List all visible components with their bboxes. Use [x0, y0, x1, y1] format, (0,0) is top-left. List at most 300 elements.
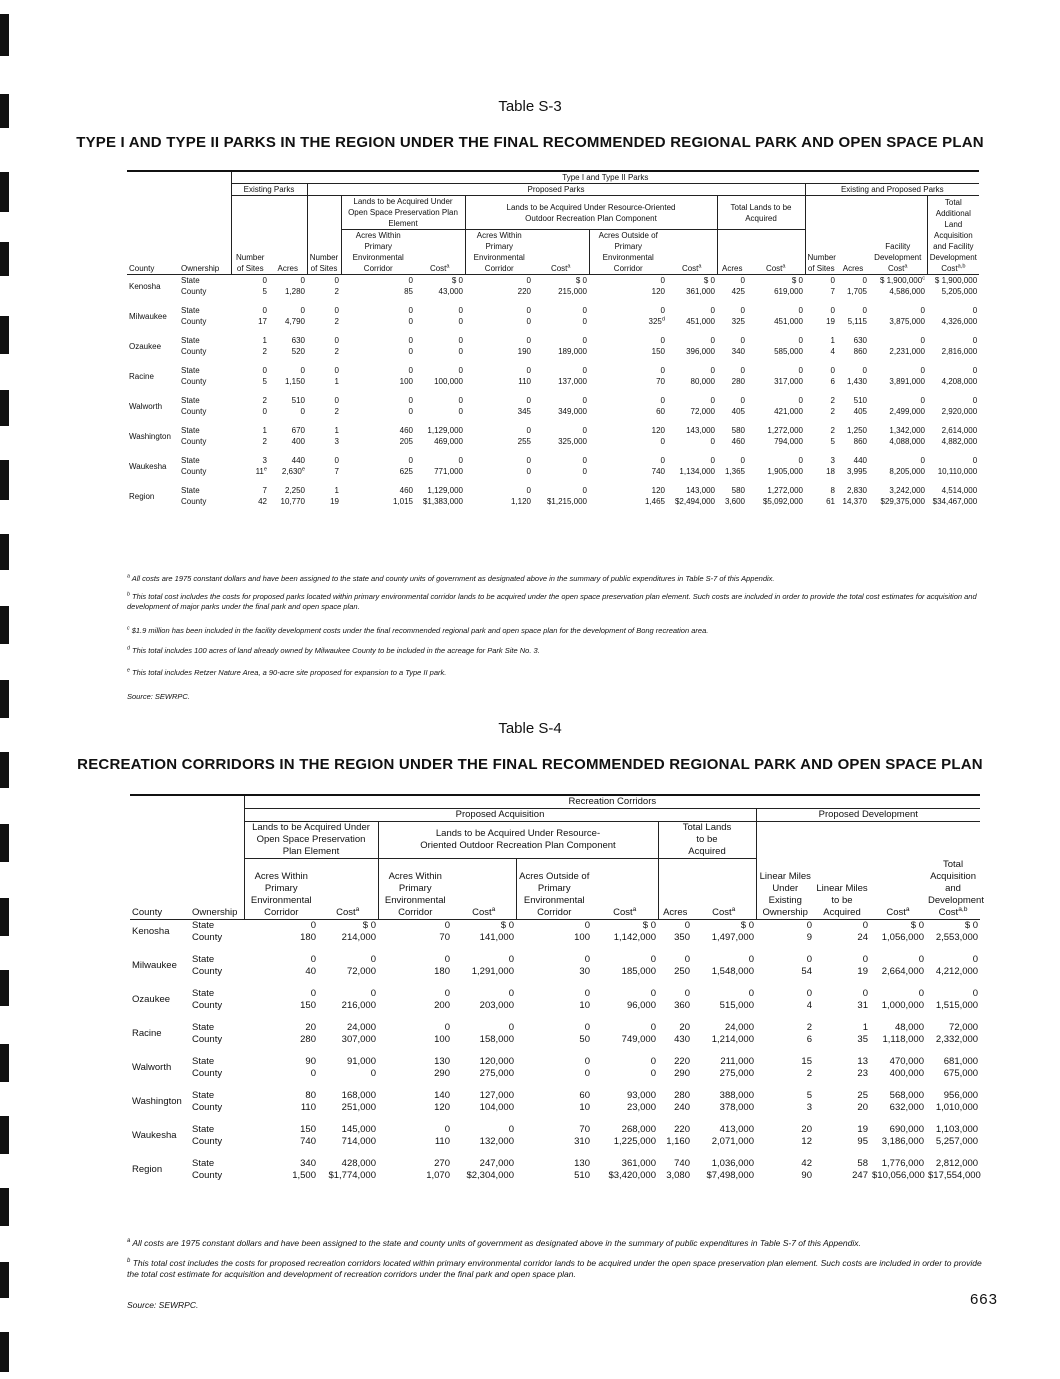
value-cell: 0 — [584, 953, 590, 965]
value-cell: 2,614,000 — [941, 426, 978, 435]
value-cell: 1 — [262, 426, 267, 435]
value-cell: 10 — [579, 1101, 590, 1113]
value-cell: 3,891,000 — [889, 377, 925, 386]
value-cell: 0 — [334, 336, 339, 345]
ownership-cell: State — [181, 366, 200, 375]
ownership-cell: State — [181, 336, 200, 345]
value-cell: 0 — [918, 953, 924, 965]
page-number: 663 — [969, 1291, 998, 1308]
value-cell: 0 — [684, 953, 690, 965]
table-caption: Table S-4 — [498, 720, 562, 737]
col-acres: Acres — [658, 859, 692, 920]
value-cell: 740 — [674, 1157, 690, 1169]
col-county: County — [130, 859, 190, 920]
ownership-cell: State — [192, 1089, 215, 1101]
ownership-cell: State — [181, 426, 200, 435]
value-cell: 185,000 — [621, 965, 656, 977]
value-cell: 460 — [731, 437, 745, 446]
group-spacer — [130, 1148, 980, 1158]
value-cell: 1,272,000 — [767, 486, 803, 495]
value-cell: 0 — [310, 919, 316, 931]
value-cell: 80,000 — [690, 377, 715, 386]
ownership-cell: County — [192, 1101, 223, 1113]
value-cell: 42 — [258, 497, 267, 506]
binding-mark — [0, 824, 9, 862]
value-cell: 0 — [582, 467, 587, 476]
value-cell: 61 — [826, 497, 835, 506]
value-cell: 0 — [300, 306, 305, 315]
table-row — [127, 346, 979, 357]
table-row — [127, 496, 979, 507]
value-cell: 0 — [300, 276, 305, 285]
table-row — [130, 1136, 980, 1148]
footnote-b: $^b$ This total cost includes the costs for proposed recreation corridors located within primary environmental corridor lands to be acquired under the open space preservation plan element. Such costs are included in order to provide the total cost estimate for acquisition and development of recreation corridors under the final park and open space plan. — [127, 1258, 982, 1279]
value-cell: 10 — [579, 999, 590, 1011]
value-cell: 95 — [857, 1135, 868, 1147]
ownership-cell: County — [192, 1135, 223, 1147]
col-cost: Cost$^a$ — [592, 859, 658, 920]
value-cell: 440 — [291, 456, 305, 465]
binding-mark — [0, 390, 9, 426]
col-acres-within: Acres Within Primary Environmental Corridor — [378, 859, 452, 920]
parks-table — [127, 170, 979, 507]
value-cell: 0 — [526, 396, 531, 405]
value-cell: 0 — [408, 347, 413, 356]
value-cell: 120 — [651, 287, 665, 296]
value-cell: 0 — [684, 987, 690, 999]
binding-mark — [0, 1332, 9, 1372]
value-cell: 0 — [862, 919, 868, 931]
group-spacer — [127, 387, 979, 395]
table-row — [130, 954, 980, 966]
footnote-a: $^a$ All costs are 1975 constant dollars and have been assigned to the state and county units of government as designated above in the summary of public expenditures in Table S-7 of this Appendix. — [127, 573, 775, 583]
value-cell: 0 — [710, 366, 715, 375]
value-cell: 0 — [650, 987, 656, 999]
value-cell: 1,036,000 — [711, 1157, 754, 1169]
value-cell: 0 — [972, 306, 978, 315]
value-cell: 0 — [660, 306, 665, 315]
value-cell: 0 — [444, 1123, 450, 1135]
table-row — [130, 1170, 980, 1182]
value-cell: 630 — [291, 336, 305, 345]
county-cell: Kenosha — [132, 925, 170, 937]
value-cell: 0 — [740, 366, 745, 375]
value-cell: 1 — [334, 377, 339, 386]
footnote-d: $^d$ This total includes 100 acres of land already owned by Milwaukee County to be included in the acreage for Park Site No. 3. — [127, 645, 540, 655]
value-cell: 145,000 — [341, 1123, 376, 1135]
value-cell: 421,000 — [774, 407, 803, 416]
value-cell: 2,332,000 — [935, 1033, 979, 1045]
value-cell: 1,142,000 — [613, 931, 656, 943]
value-cell: 158,000 — [479, 1033, 514, 1045]
group-spacer — [130, 978, 980, 988]
value-cell: 4 — [830, 347, 835, 356]
value-cell: 0 — [584, 1067, 590, 1079]
county-cell: Washington — [129, 431, 171, 441]
value-cell: 70 — [579, 1123, 590, 1135]
value-cell: 200 — [434, 999, 450, 1011]
col-cost: Cost$^a$ — [318, 859, 378, 920]
col-acres: Acres — [837, 230, 869, 275]
value-cell: 120 — [651, 426, 665, 435]
value-cell: 0 — [660, 437, 665, 446]
value-cell: 19 — [330, 497, 339, 506]
value-cell: 5 — [262, 377, 267, 386]
value-cell: 1,500 — [292, 1169, 316, 1181]
group-spacer — [127, 447, 979, 455]
value-cell: 251,000 — [341, 1101, 376, 1113]
value-cell: 4 — [806, 999, 812, 1011]
table-title: RECREATION CORRIDORS IN THE REGION UNDER THE FINAL RECOMMENDED REGIONAL PARK AND OPEN SPACE PLAN — [77, 756, 983, 773]
table-row — [130, 1102, 980, 1114]
value-cell: 0 — [582, 336, 587, 345]
value-cell: 0 — [972, 396, 978, 405]
value-cell: 1 — [830, 336, 835, 345]
col-acres: Acres — [269, 230, 307, 275]
value-cell: 150 — [300, 1123, 316, 1135]
header-total-additional: Total Additional Land Acquisition and Facility Development Cost$^{a,b}$ — [927, 196, 979, 275]
value-cell: 1,342,000 — [889, 426, 925, 435]
col-number-sites: Number of Sites — [805, 230, 837, 275]
value-cell: 771,000 — [434, 467, 463, 476]
value-cell: 132,000 — [479, 1135, 514, 1147]
value-cell: 4,208,000 — [941, 377, 978, 386]
value-cell: 110 — [300, 1101, 316, 1113]
col-miles-acquired: Linear Miles to be Acquired — [814, 859, 870, 920]
value-cell: 580 — [731, 486, 745, 495]
value-cell: 2 — [262, 396, 267, 405]
value-cell: 1,160 — [666, 1135, 690, 1147]
value-cell: 104,000 — [479, 1101, 514, 1113]
value-cell: 0 — [408, 366, 413, 375]
table-row — [130, 919, 980, 932]
value-cell: 0 — [748, 953, 754, 965]
value-cell: 5 — [830, 437, 835, 446]
table-row — [127, 365, 979, 376]
value-cell: 14,370 — [842, 497, 867, 506]
value-cell: 0 — [748, 987, 754, 999]
value-cell: 0 — [508, 1021, 514, 1033]
col-acres: Acres — [717, 230, 747, 275]
value-cell: 2 — [334, 407, 339, 416]
header-lands-open-space: Lands to be Acquired Under Open Space Preservation Plan Element — [341, 196, 465, 230]
ownership-cell: State — [192, 1021, 215, 1033]
value-cell: 510 — [291, 396, 305, 405]
value-cell: $2,304,000 — [466, 1169, 514, 1181]
value-cell: 340 — [300, 1157, 316, 1169]
value-cell: 1 — [334, 426, 339, 435]
value-cell: 17 — [258, 317, 267, 326]
binding-mark — [0, 1262, 9, 1298]
value-cell: 50 — [579, 1033, 590, 1045]
value-cell: $1,215,000 — [546, 497, 587, 506]
binding-mark — [0, 970, 9, 1006]
value-cell: 35 — [857, 1033, 868, 1045]
value-cell: 1,129,000 — [427, 426, 463, 435]
value-cell: 0 — [650, 1055, 656, 1067]
value-cell: $34,467,000 — [932, 497, 978, 506]
value-cell: 60 — [579, 1089, 590, 1101]
value-cell: 140 — [434, 1089, 450, 1101]
value-cell: 860 — [853, 437, 867, 446]
value-cell: 0 — [660, 396, 665, 405]
value-cell: 43,000 — [438, 287, 463, 296]
value-cell: 20 — [679, 1021, 690, 1033]
value-cell: 93,000 — [626, 1089, 656, 1101]
table-row — [127, 286, 979, 297]
col-acres-within: Acres Within Primary Environmental Corridor — [465, 230, 533, 275]
col-acres-outside: Acres Outside of Primary Environmental Corridor — [516, 859, 592, 920]
col-cost: Cost$^a$ — [870, 859, 926, 920]
value-cell: $2,494,000 — [674, 497, 715, 506]
value-cell: 1 — [262, 336, 267, 345]
value-cell: 405 — [853, 407, 867, 416]
value-cell: 5,115 — [847, 317, 867, 326]
ownership-cell: County — [181, 497, 207, 506]
ownership-cell: State — [192, 1157, 215, 1169]
value-cell: 460 — [399, 486, 413, 495]
table-row — [127, 305, 979, 316]
value-cell: 0 — [526, 306, 531, 315]
value-cell: 1,365 — [724, 467, 745, 476]
ownership-cell: State — [181, 396, 200, 405]
value-cell: 568,000 — [889, 1089, 924, 1101]
value-cell: 90 — [305, 1055, 316, 1067]
value-cell: 1,015 — [392, 497, 413, 506]
value-cell: $ 0 — [910, 919, 924, 931]
value-cell: 2,816,000 — [941, 347, 978, 356]
footnote-b: $^b$ This total cost includes the costs for proposed parks located within primary environmental corridor lands to be acquired under the open space preservation plan element. Such costs are included in order to provide the total cost estimates for acquisition and development of major parks under the final park and open space plan. — [127, 591, 977, 611]
value-cell: 0 — [740, 396, 745, 405]
ownership-cell: State — [181, 306, 200, 315]
value-cell: 280 — [674, 1089, 690, 1101]
value-cell: 268,000 — [621, 1123, 656, 1135]
value-cell: 400 — [291, 437, 305, 446]
value-cell: 4,586,000 — [889, 287, 925, 296]
value-cell: 340 — [731, 347, 745, 356]
value-cell: 361,000 — [686, 287, 715, 296]
table-row — [130, 1090, 980, 1102]
value-cell: 24,000 — [724, 1021, 754, 1033]
value-cell: 205 — [399, 437, 413, 446]
value-cell: 180 — [434, 965, 450, 977]
value-cell: 0 — [526, 317, 531, 326]
binding-mark — [0, 460, 9, 500]
value-cell: 1,129,000 — [427, 486, 463, 495]
value-cell: 20 — [305, 1021, 316, 1033]
table-row — [127, 275, 979, 287]
value-cell: 120 — [434, 1101, 450, 1113]
value-cell: 632,000 — [889, 1101, 924, 1113]
value-cell: 250 — [674, 965, 690, 977]
value-cell: 8 — [830, 486, 835, 495]
value-cell: 388,000 — [719, 1089, 754, 1101]
header-proposed-acquisition: Proposed Acquisition — [244, 809, 756, 822]
col-cost: Cost$^a$ — [667, 230, 717, 275]
ownership-cell: County — [181, 467, 207, 476]
value-cell: 2,250 — [284, 486, 305, 495]
ownership-cell: County — [181, 347, 207, 356]
value-cell: 0 — [584, 987, 590, 999]
value-cell: 215,000 — [558, 287, 587, 296]
header-existing-parks: Existing Parks — [231, 184, 307, 196]
value-cell: 7 — [262, 486, 267, 495]
value-cell: 15 — [801, 1055, 812, 1067]
value-cell: 0 — [660, 366, 665, 375]
value-cell: 3,186,000 — [881, 1135, 924, 1147]
value-cell: 580 — [731, 426, 745, 435]
value-cell: 270 — [434, 1157, 450, 1169]
value-cell: 0 — [262, 407, 267, 416]
value-cell: 23 — [857, 1067, 868, 1079]
value-cell: 2 — [806, 1021, 812, 1033]
value-cell: $ 0 — [740, 919, 754, 931]
value-cell: 0 — [650, 1067, 656, 1079]
value-cell: 2 — [262, 347, 267, 356]
value-cell: 214,000 — [341, 931, 376, 943]
value-cell: 0 — [798, 366, 803, 375]
value-cell: 0 — [920, 456, 925, 465]
source-note: Source: SEWRPC. — [127, 1300, 199, 1310]
value-cell: 255 — [517, 437, 531, 446]
value-cell: 143,000 — [686, 426, 715, 435]
value-cell: 0 — [508, 987, 514, 999]
value-cell: 405 — [731, 407, 745, 416]
value-cell: 216,000 — [341, 999, 376, 1011]
value-cell: 0 — [798, 456, 803, 465]
value-cell: $1,383,000 — [422, 497, 463, 506]
value-cell: 10,770 — [280, 497, 305, 506]
value-cell: 396,000 — [686, 347, 715, 356]
header-lands-resource: Lands to be Acquired Under Resource-Oriented Outdoor Recreation Plan Component — [378, 822, 658, 859]
value-cell: 1,056,000 — [881, 931, 924, 943]
value-cell: 2 — [334, 287, 339, 296]
header-total-lands: Total Lands to be Acquired — [658, 822, 756, 859]
ownership-cell: County — [181, 287, 207, 296]
value-cell: 2,499,000 — [889, 407, 925, 416]
value-cell: 630 — [853, 336, 867, 345]
value-cell: 9 — [806, 931, 812, 943]
col-ownership: Ownership — [179, 230, 231, 275]
county-cell: Region — [129, 491, 155, 501]
value-cell: 325 — [731, 317, 745, 326]
binding-mark — [0, 14, 9, 56]
value-cell: 2,553,000 — [935, 931, 979, 943]
value-cell: 240 — [674, 1101, 690, 1113]
value-cell: 7 — [334, 467, 339, 476]
table-row — [127, 466, 979, 477]
value-cell: 2,231,000 — [889, 347, 925, 356]
header-lands-resource: Lands to be Acquired Under Resource-Oriented Outdoor Recreation Plan Component — [465, 196, 717, 230]
col-cost: Cost$^a$ — [415, 230, 465, 275]
value-cell: 220 — [674, 1055, 690, 1067]
ownership-cell: County — [192, 1169, 223, 1181]
col-cost: Cost$^a$ — [533, 230, 589, 275]
value-cell: 0 — [526, 467, 531, 476]
value-cell: 137,000 — [558, 377, 587, 386]
value-cell: 23,000 — [626, 1101, 656, 1113]
value-cell: 0 — [334, 456, 339, 465]
binding-mark — [0, 606, 9, 644]
value-cell: 275,000 — [479, 1067, 514, 1079]
value-cell: 0 — [458, 456, 463, 465]
value-cell: 72,000 — [949, 1021, 979, 1033]
value-cell: 0 — [830, 306, 835, 315]
value-cell: 0 — [444, 919, 450, 931]
value-cell: 4,514,000 — [941, 486, 978, 495]
county-cell: Ozaukee — [129, 341, 162, 351]
value-cell: 690,000 — [889, 1123, 924, 1135]
value-cell: $10,056,000 — [872, 1169, 925, 1181]
county-cell: Milwaukee — [129, 311, 167, 321]
group-spacer — [130, 1080, 980, 1090]
value-cell: 3,600 — [724, 497, 745, 506]
value-cell: 150 — [300, 999, 316, 1011]
value-cell: 0 — [508, 953, 514, 965]
value-cell: 360 — [674, 999, 690, 1011]
value-cell: 0 — [710, 456, 715, 465]
ownership-cell: County — [181, 317, 207, 326]
value-cell: 100 — [434, 1033, 450, 1045]
value-cell: 0 — [458, 336, 463, 345]
value-cell: 430 — [674, 1033, 690, 1045]
value-cell: $3,420,000 — [608, 1169, 656, 1181]
col-acres-within: Acres Within Primary Environmental Corridor — [244, 859, 318, 920]
value-cell: 0 — [408, 456, 413, 465]
value-cell: 3,242,000 — [889, 486, 925, 495]
value-cell: 0 — [300, 366, 305, 375]
value-cell: 1,214,000 — [711, 1033, 754, 1045]
value-cell: 150 — [651, 347, 665, 356]
table-row — [127, 406, 979, 417]
value-cell: 0 — [300, 407, 305, 416]
group-spacer — [130, 1012, 980, 1022]
value-cell: 110 — [518, 377, 531, 386]
col-facility-cost: Facility Development Cost$^a$ — [869, 230, 927, 275]
value-cell: 1,118,000 — [882, 1033, 924, 1045]
header-type-parks: Type I and Type II Parks — [231, 171, 979, 184]
binding-mark — [0, 1116, 9, 1154]
table-row — [130, 1056, 980, 1068]
ownership-cell: County — [192, 965, 223, 977]
value-cell: 0 — [806, 953, 812, 965]
binding-mark — [0, 316, 9, 354]
value-cell: 1,548,000 — [711, 965, 754, 977]
value-cell: $5,092,000 — [762, 497, 803, 506]
group-spacer — [127, 327, 979, 335]
binding-mark — [0, 1044, 9, 1082]
value-cell: 0 — [710, 306, 715, 315]
value-cell: 0 — [262, 276, 267, 285]
value-cell: 100 — [574, 931, 590, 943]
value-cell: 0 — [582, 486, 587, 495]
value-cell: 0 — [582, 306, 587, 315]
value-cell: 425 — [731, 287, 745, 296]
corridors-table — [130, 794, 984, 1182]
col-acres-outside: Acres Outside of Primary Environmental Corridor — [589, 230, 667, 275]
binding-mark — [0, 680, 9, 718]
value-cell: 1 — [334, 486, 339, 495]
value-cell: 90 — [801, 1169, 812, 1181]
value-cell: $17,554,000 — [928, 1169, 981, 1181]
value-cell: 0 — [660, 276, 665, 285]
county-cell: Washington — [132, 1095, 182, 1107]
value-cell: 3,875,000 — [889, 317, 925, 326]
value-cell: 60 — [656, 407, 665, 416]
value-cell: 0 — [444, 953, 450, 965]
county-cell: Kenosha — [129, 281, 161, 291]
county-cell: Waukesha — [132, 1129, 177, 1141]
